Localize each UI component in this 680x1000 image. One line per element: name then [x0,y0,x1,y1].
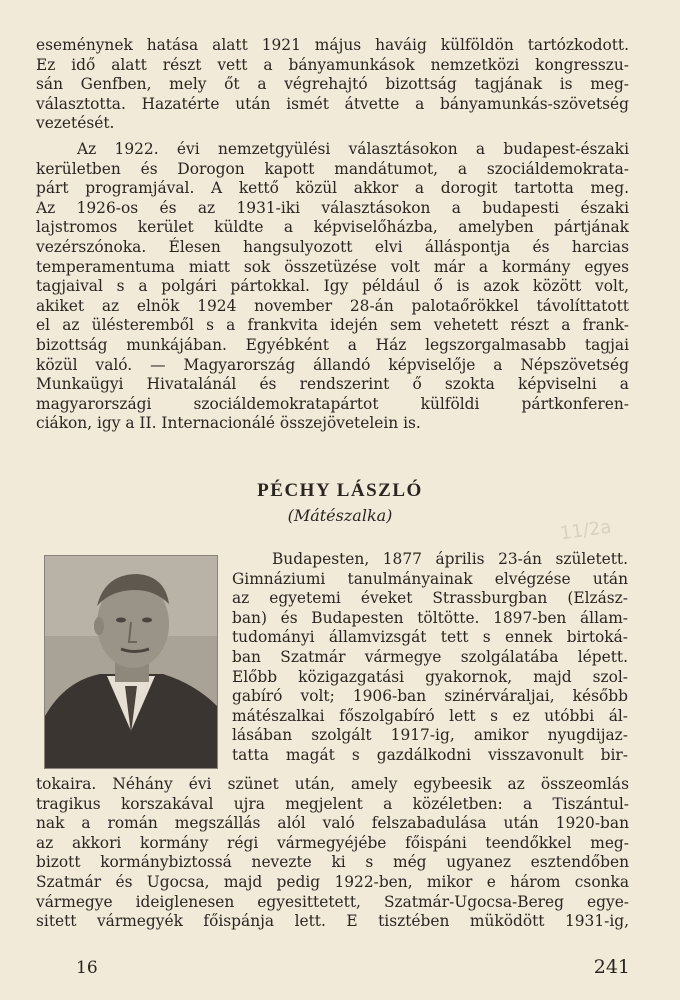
entry-name-heading: PÉCHY LÁSZLÓ [257,480,423,501]
text-line: ban) és Budapesten töltötte. 1897-ben állam- [232,608,628,627]
text-line: párt programjával. A kettő közül akkor a dorogit tartotta meg. [36,179,629,198]
text-line: nak a román megszállás alól való felszabadulása után 1920-ban [36,814,629,833]
text-line: sitett vármegyék főispánja lett. E tisztében müködött 1931-ig, [36,912,629,931]
text-line: Ez idő alatt részt vett a bányamunkások nemzetközi kongresszu- [36,55,629,74]
text-line: Gimnáziumi tanulmányainak elvégzése után [232,569,628,588]
text-line: tagjaival s a polgári pártokkal. Igy például ő is azok között volt, [36,277,629,296]
text-line: Az 1922. évi nemzetgyülési választásokon a budapest-északi [77,140,629,158]
text-line: magyarországi szociáldemokratapártot külföldi pártkonferen- [36,394,629,413]
text-line: tokaira. Néhány évi szünet után, amely egybeesik az összeomlás [36,775,629,793]
text-line: az akkori kormány régi vármegyéjébe főispáni teendőkkel meg- [36,833,629,852]
entry-side-column [232,550,628,766]
text-line: ban Szatmár vármegye szolgálatába lépett. [232,647,628,666]
text-line: lajstromos kerület küldte a képviselőházba, amelyben pártjának [36,218,629,237]
text-line: Munkaügyi Hivatalánál és rendszerint ő szokta képviselni a [36,375,629,394]
text-line: tatta magát s gazdálkodni visszavonult bir- [232,745,628,764]
text-line: tudományi államvizsgát tett s ennek birtoká- [232,628,628,647]
text-line: vármegye ideiglenesen egyesittetett, Szatmár-Ugocsa-Bereg egye- [36,892,629,911]
text-line: bizottság munkájában. Egyébként a Ház legszorgalmasabb tagjai [36,335,629,354]
text-line: választotta. Hazatérte után ismét átvette a bányamunkás-szövetség [36,94,629,113]
text-line: az egyetemi éveket Strassburgban (Elzász- [232,589,628,608]
page-number: 241 [593,956,630,978]
text-line: Az 1926-os és az 1931-iki választásokon a budapesti északi [36,198,629,217]
text-line: gabíró volt; 1906-ban szinérváraljai, később [232,687,628,706]
entry-body [36,775,629,932]
text-line: Budapesten, 1877 április 23-án született. [272,550,628,568]
text-line: ciákon, igy a II. Internacionálé összejövetelein is. [36,414,421,433]
text-line: Előbb közigazgatási gyakornok, majd szol- [232,667,628,686]
pencil-note: 11/2a [558,516,613,545]
text-line: vezérszónoka. Élesen hangsulyozott elvi álláspontja és harcias [36,237,629,256]
text-line: közül való. — Magyarország állandó képviselője a Népszövetség [36,355,629,374]
portrait-photo [44,555,218,769]
text-line: kerületben és Dorogon kapott mandátumot, a szociáldemokrata- [36,159,629,178]
text-line: mátészalkai főszolgabíró lett s ez utóbbi ál- [232,706,628,725]
text-line: vezetését. [36,114,115,133]
text-line: el az ülésteremből s a frankvita idején sem vehetett részt a frank- [36,316,629,335]
text-line: akiket az elnök 1924 november 28-án palotaőrökkel távolíttatott [36,296,629,315]
text-line: lásában szolgált 1917-ig, amikor nyugdijaz- [232,726,628,745]
text-line: sán Genfben, mely őt a végrehajtó bizottság tagjának is meg- [36,75,629,94]
text-line: Szatmár és Ugocsa, majd pedig 1922-ben, mikor e három csonka [36,872,629,891]
signature-number: 16 [76,958,98,978]
entry-district: (Mátészalka) [287,506,393,525]
text-line: tragikus korszakával ujra megjelent a közéletben: a Tiszántul- [36,794,629,813]
portrait-figure [45,556,217,768]
paragraph-2 [36,140,629,434]
paragraph-1 [36,36,629,134]
text-line: temperamentuma miatt sok összetüzése volt már a kormány egyes [36,257,629,276]
text-line: bizott kormánybiztossá nevezte ki s még ugyanez esztendőben [36,853,629,872]
text-line: eseménynek hatása alatt 1921 május haváig külföldön tartózkodott. [36,36,629,54]
